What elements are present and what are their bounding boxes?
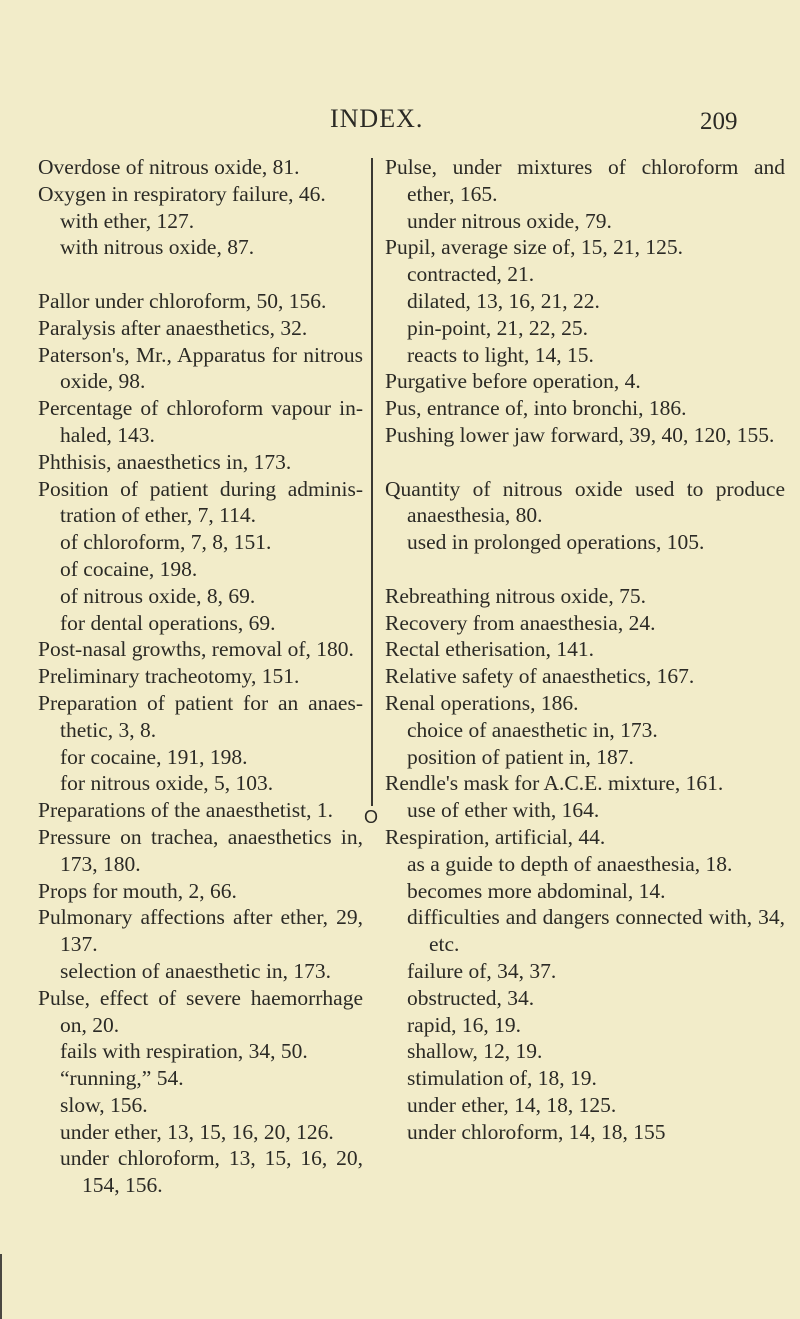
page-number: 209 bbox=[700, 108, 738, 135]
index-entry: Recovery from anaesthesia, 24. bbox=[385, 610, 656, 635]
signature-mark: O bbox=[364, 807, 379, 827]
page-edge-mark bbox=[0, 1254, 2, 1319]
index-entry: Quantity of nitrous oxide used to produce anaesthesia, 80. bbox=[385, 476, 785, 528]
index-subentry: choice of anaesthetic in, 173. bbox=[407, 717, 658, 742]
index-subentry: as a guide to depth of anaesthesia, 18. bbox=[407, 851, 733, 876]
index-subentry: for dental operations, 69. bbox=[60, 610, 276, 635]
index-entry: Pus, entrance of, into bronchi, 186. bbox=[385, 396, 687, 421]
index-entry: Paralysis after anaesthetics, 32. bbox=[38, 315, 308, 340]
index-entry: Rebreathing nitrous oxide, 75. bbox=[385, 583, 646, 608]
index-subentry: under ether, 13, 15, 16, 20, 126. bbox=[60, 1119, 334, 1144]
index-subentry: under nitrous oxide, 79. bbox=[407, 208, 612, 233]
index-subentry: slow, 156. bbox=[60, 1092, 148, 1117]
index-subentry: obstructed, 34. bbox=[407, 985, 535, 1010]
index-subentry: used in prolonged operations, 105. bbox=[407, 530, 705, 555]
index-entry: Props for mouth, 2, 66. bbox=[38, 878, 237, 903]
index-entry: Pallor under chloroform, 50, 156. bbox=[38, 288, 327, 313]
index-subentry: of cocaine, 198. bbox=[60, 556, 198, 581]
index-subentry: reacts to light, 14, 15. bbox=[407, 342, 594, 367]
index-entry: Preparation of patient for an anaes-thetic, 3, 8. bbox=[38, 690, 363, 742]
index-entry: Percentage of chloroform vapour in-haled, 143. bbox=[38, 396, 363, 447]
index-subentry: position of patient in, 187. bbox=[407, 744, 634, 769]
index-subentry: under chloroform, 14, 18, 155 bbox=[407, 1119, 666, 1144]
index-entry: Phthisis, anaesthetics in, 173. bbox=[38, 449, 292, 474]
index-subentry: becomes more abdominal, 14. bbox=[407, 878, 666, 903]
column-divider bbox=[371, 158, 373, 806]
index-subentry: dilated, 13, 16, 21, 22. bbox=[407, 288, 600, 313]
index-entry: Overdose of nitrous oxide, 81. bbox=[38, 155, 300, 179]
index-subentry: of nitrous oxide, 8, 69. bbox=[60, 583, 256, 608]
index-subentry: pin-point, 21, 22, 25. bbox=[407, 315, 588, 340]
index-entry: Respiration, artificial, 44. bbox=[385, 824, 606, 849]
index-subentry: of chloroform, 7, 8, 151. bbox=[60, 530, 272, 555]
index-entry: Pressure on trachea, anaesthetics in, 173, 180. bbox=[38, 824, 363, 876]
index-subentry: “running,” 54. bbox=[60, 1066, 184, 1091]
index-entry: Paterson's, Mr., Apparatus for nitrous oxide, 98. bbox=[38, 342, 363, 394]
index-subentry: fails with respiration, 34, 50. bbox=[60, 1039, 308, 1064]
index-subentry: selection of anaesthetic in, 173. bbox=[60, 958, 332, 983]
index-entry: Oxygen in respiratory failure, 46. bbox=[38, 181, 326, 206]
index-subentry: for nitrous oxide, 5, 103. bbox=[60, 771, 274, 796]
index-entry: Post-nasal growths, removal of, 180. bbox=[38, 637, 354, 662]
index-subentry: stimulation of, 18, 19. bbox=[407, 1066, 597, 1091]
index-subentry: shallow, 12, 19. bbox=[407, 1039, 543, 1064]
page-title: INDEX. bbox=[330, 104, 424, 133]
index-entry: Relative safety of anaesthetics, 167. bbox=[385, 664, 695, 689]
index-entry: Pulse, effect of severe haemorrhage on, 20. bbox=[38, 985, 363, 1037]
index-entry: Pushing lower jaw forward, 39, 40, 120, 155. bbox=[385, 422, 775, 447]
index-entry: Renal operations, 186. bbox=[385, 690, 579, 715]
index-subentry: difficulties and dangers connected with, 34, etc. bbox=[407, 905, 785, 957]
index-entry: Position of patient during adminis-tration of ether, 7, 114. bbox=[38, 476, 363, 528]
index-column-left bbox=[38, 154, 363, 1199]
index-subentry: use of ether with, 164. bbox=[407, 798, 600, 823]
index-entry: Pulse, under mixtures of chloroform and ether, 165. bbox=[385, 155, 785, 206]
index-subentry: under chloroform, 13, 15, 16, 20, 154, 156. bbox=[60, 1146, 363, 1198]
index-subentry: failure of, 34, 37. bbox=[407, 958, 557, 983]
index-entry: Rendle's mask for A.C.E. mixture, 161. bbox=[385, 771, 724, 796]
index-subentry: under ether, 14, 18, 125. bbox=[407, 1092, 617, 1117]
index-entry: Pulmonary affections after ether, 29, 137. bbox=[38, 905, 363, 957]
index-entry: Rectal etherisation, 141. bbox=[385, 637, 594, 662]
index-subentry: with ether, 127. bbox=[60, 208, 195, 233]
page-header bbox=[0, 98, 800, 138]
index-entry: Preliminary tracheotomy, 151. bbox=[38, 664, 300, 689]
index-entry: Purgative before operation, 4. bbox=[385, 369, 641, 394]
index-entry: Preparations of the anaesthetist, 1. bbox=[38, 798, 333, 823]
index-subentry: rapid, 16, 19. bbox=[407, 1012, 522, 1037]
index-column-right bbox=[385, 154, 785, 1145]
index-entry: Pupil, average size of, 15, 21, 125. bbox=[385, 235, 683, 260]
index-subentry: contracted, 21. bbox=[407, 262, 535, 287]
index-subentry: for cocaine, 191, 198. bbox=[60, 744, 248, 769]
index-subentry: with nitrous oxide, 87. bbox=[60, 235, 255, 260]
